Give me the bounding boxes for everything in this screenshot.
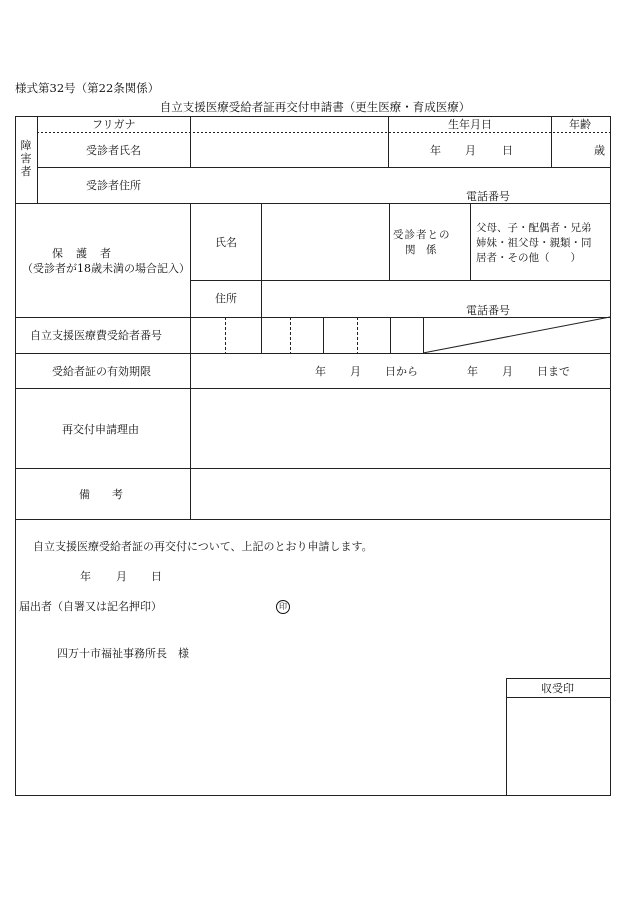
guardian-phone-label: 電話番号: [466, 304, 510, 317]
recipient-number-label: 自立支援医療費受給者番号: [30, 329, 162, 342]
relation-options-line1: 父母、子・配偶者・兄弟: [476, 222, 592, 234]
validity-to-year: 年: [467, 365, 478, 378]
guardian-address-label: 住所: [215, 292, 237, 305]
remarks-label: 備 考: [79, 488, 123, 501]
validity-from-month: 月: [350, 365, 361, 378]
guardian-label: 保 護 者: [52, 247, 112, 260]
date-month-unit: 月: [116, 570, 127, 583]
guardian-name-label: 氏名: [215, 236, 237, 249]
patient-section-label: 障 害 者: [20, 139, 32, 178]
age-label: 年齢: [569, 118, 591, 131]
relation-label-line1: 受診者との: [393, 229, 451, 241]
declaration-statement: 自立支援医療受給者証の再交付について、上記のとおり申請します。: [33, 540, 373, 553]
seal-icon: 印: [276, 600, 290, 614]
form-title: 自立支援医療受給者証再交付申請書（更生医療・育成医療）: [159, 100, 471, 114]
reason-label: 再交付申請理由: [62, 423, 139, 436]
patient-address-label: 受診者住所: [86, 179, 141, 192]
birthdate-label: 生年月日: [448, 118, 492, 131]
date-day-unit: 日: [151, 570, 162, 583]
addressee: 四万十市福祉事務所長 様: [57, 647, 189, 660]
relation-label-line2: 関 係: [405, 244, 437, 256]
validity-label: 受給者証の有効期限: [52, 365, 151, 378]
unused-digits-slash: [423, 317, 610, 353]
applicant-label: 届出者（自署又は記名押印）: [19, 600, 162, 613]
relation-options-line3: 居者・その他（ ）: [476, 252, 581, 264]
receipt-stamp-box: [507, 679, 611, 796]
age-unit: 歳: [594, 144, 605, 157]
form-id: 様式第32号（第22条関係）: [15, 81, 160, 95]
birth-month-unit: 月: [465, 144, 476, 157]
birth-year-unit: 年: [430, 144, 441, 157]
seal-mark: [276, 599, 290, 614]
birth-day-unit: 日: [502, 144, 513, 157]
guardian-label-note: （受診者が18歳未満の場合記入）: [22, 262, 190, 275]
form-border: [16, 117, 611, 796]
validity-from-day: 日から: [385, 365, 418, 378]
patient-name-label: 受診者氏名: [86, 144, 141, 157]
patient-phone-label: 電話番号: [466, 190, 510, 203]
date-year-unit: 年: [80, 570, 91, 583]
validity-to-day: 日まで: [537, 365, 570, 378]
furigana-label: フリガナ: [92, 118, 136, 131]
relation-options-line2: 姉妹・祖父母・親類・同: [476, 237, 592, 249]
validity-to-month: 月: [502, 365, 513, 378]
validity-from-year: 年: [315, 365, 326, 378]
receipt-stamp-label: 収受印: [541, 682, 574, 695]
